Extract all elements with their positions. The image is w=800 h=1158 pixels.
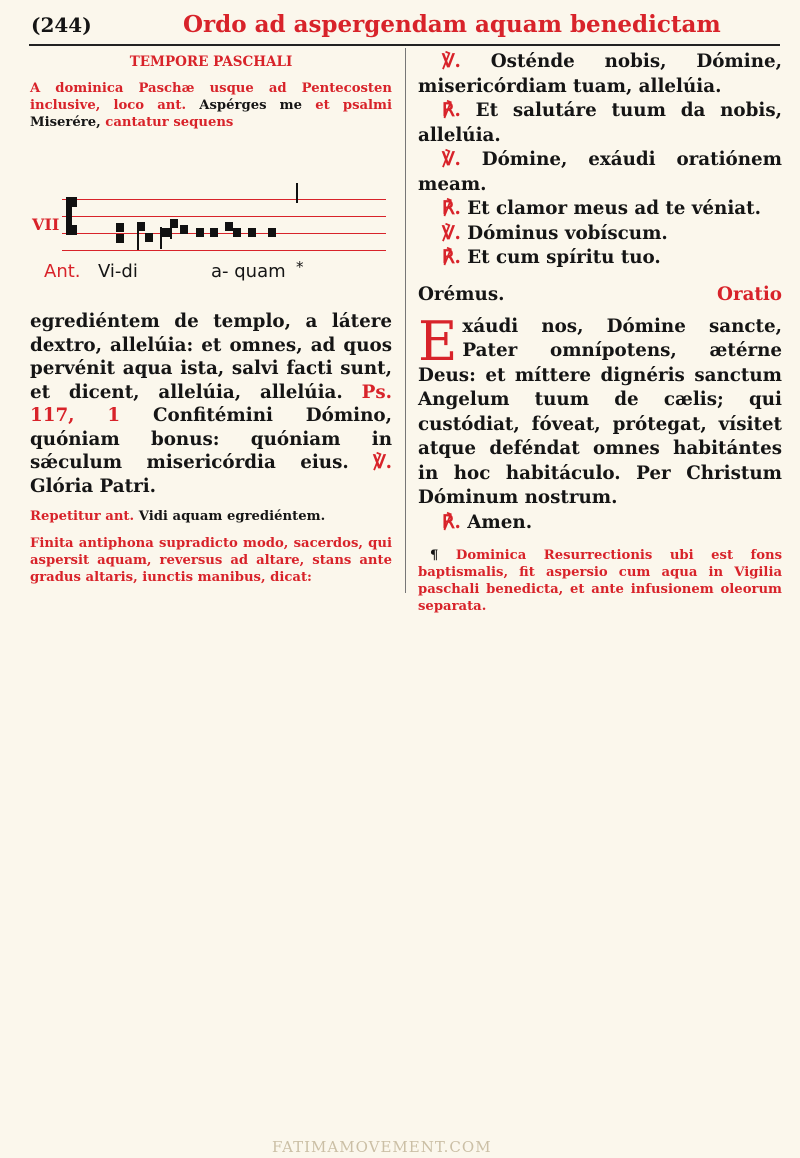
chant-mode: VII (32, 215, 60, 234)
rubric-final-text: Dominica Resurrectionis ubi est fons baptismalis, fit aspersio cum aqua in Vigilia paschali benedicta, et ante infusionem oleorum separata. (418, 548, 783, 614)
response-line (418, 99, 782, 148)
right-column (418, 50, 782, 615)
staff-line (62, 233, 386, 234)
chant-asterisk: * (296, 258, 304, 276)
antiphon-text (30, 310, 392, 498)
page-title: Ordo ad aspergendam aquam benedictam (183, 11, 721, 38)
versicle-icon: ℣. (442, 222, 461, 244)
chant-syllable: Vi-di (98, 261, 138, 282)
column-divider (405, 48, 406, 593)
versicle-text: Dómine, exáudi oratiónem meam. (418, 149, 782, 195)
versicle-text: Osténde nobis, Dómine, misericórdiam tuam, allelúia. (418, 51, 782, 97)
response-icon: ℟. (442, 247, 461, 268)
versicle-line (418, 222, 782, 247)
oremus-row (418, 283, 782, 309)
rubric-intro (30, 80, 392, 131)
psalm-reference: Ps. 117, 1 (30, 381, 392, 426)
staff-line (62, 199, 386, 200)
response-text: Et cum spíritu tuo. (467, 247, 661, 268)
neume-note (196, 228, 204, 237)
response-text: Et clamor meus ad te véniat. (467, 198, 761, 219)
rubric-intro-mid: et psalmi (315, 98, 393, 113)
neume-note (145, 233, 153, 242)
neume-note (210, 228, 218, 237)
response-icon: ℟. (442, 198, 461, 219)
chant-syllable: a- quam (211, 261, 286, 282)
rubric-intro-end: cantatur sequens (105, 115, 234, 130)
prayer-text (418, 309, 782, 511)
psalm-text: Confitémini Dómino, quóniam bonus: quóniam in sǽculum misericórdia eius. (30, 405, 392, 473)
response-icon: ℟. (442, 511, 461, 533)
rubric-repeat-red: Repetitur ant. (30, 509, 135, 524)
response-text: Et salutáre tuum da nobis, allelúia. (418, 100, 782, 146)
versicle-text: Dóminus vobíscum. (467, 222, 668, 244)
left-column (30, 50, 392, 586)
amen-line (418, 511, 782, 536)
versicle-icon: ℣. (442, 149, 461, 170)
neume-note (248, 228, 256, 237)
versicle-icon: ℣. (442, 51, 461, 72)
chant-staff (30, 137, 392, 292)
neume-note (225, 222, 233, 231)
rubric-finita: Finita antiphona supradicto modo, sacerdos, qui aspersit aquam, reversus ad altare, stans ante gradus altaris, iunctis manibus, dicat: (30, 536, 392, 585)
gloria-text: Glória Patri. (30, 475, 157, 497)
rubric-final (418, 547, 782, 615)
neume-note (162, 228, 170, 237)
neume-note (116, 234, 124, 243)
versicle-line (418, 50, 782, 99)
watermark: FATIMAMOVEMENT.COM (272, 1138, 492, 1156)
do-clef-icon (66, 225, 77, 235)
amen-text: Amen. (467, 511, 533, 533)
versicle-icon: ℣. (373, 452, 392, 473)
rubric-intro-miserere: Miserére, (30, 115, 101, 130)
staff-line (62, 216, 386, 217)
versicle-line (418, 148, 782, 197)
oremus: Orémus. (418, 283, 505, 305)
rubric-repeat-black: Vidi aquam egrediéntem. (138, 509, 326, 524)
antiphon-label: Ant. (44, 261, 81, 282)
neume-note (180, 225, 188, 234)
rubric-intro-text: A dominica Paschæ usque ad Pentecosten inclusive, loco ant. (30, 81, 392, 113)
oratio-label: Oratio (717, 283, 782, 305)
pilcrow-icon: ¶ (430, 548, 439, 563)
note-stem (170, 219, 172, 239)
antiphon-body: egrediéntem de templo, a látere dextro, allelúia: et omnes, ad quos pervénit aqua ista, salvi facti sunt, et dicent, allelúia, allelúia. (30, 311, 392, 403)
response-line (418, 197, 782, 222)
do-clef-icon (66, 197, 77, 207)
note-stem (296, 183, 298, 203)
page-number: (244) (31, 13, 92, 37)
rubric-intro-asperges: Aspérges me (199, 98, 303, 113)
neume-note (268, 228, 276, 237)
staff-line (62, 250, 386, 251)
drop-cap: E (418, 309, 458, 373)
note-stem (137, 222, 139, 250)
neume-note (116, 223, 124, 232)
response-line (418, 246, 782, 271)
header-rule (29, 44, 780, 46)
neume-note (233, 228, 241, 237)
page-header (0, 0, 800, 46)
prayer-body: xáudi nos, Dómine sancte, Pater omnípotens, ætérne Deus: et míttere dignéris sanctum Angelum tuum de cælis; qui custódiat, fóveat, prótegat, vísitet atque deféndat omnes habitántes in hoc habitáculo. Per Christum Dóminum nostrum. (418, 315, 782, 508)
response-icon: ℟. (442, 100, 461, 121)
rubric-repeat (30, 508, 392, 525)
section-heading: TEMPORE PASCHALI (129, 54, 293, 70)
